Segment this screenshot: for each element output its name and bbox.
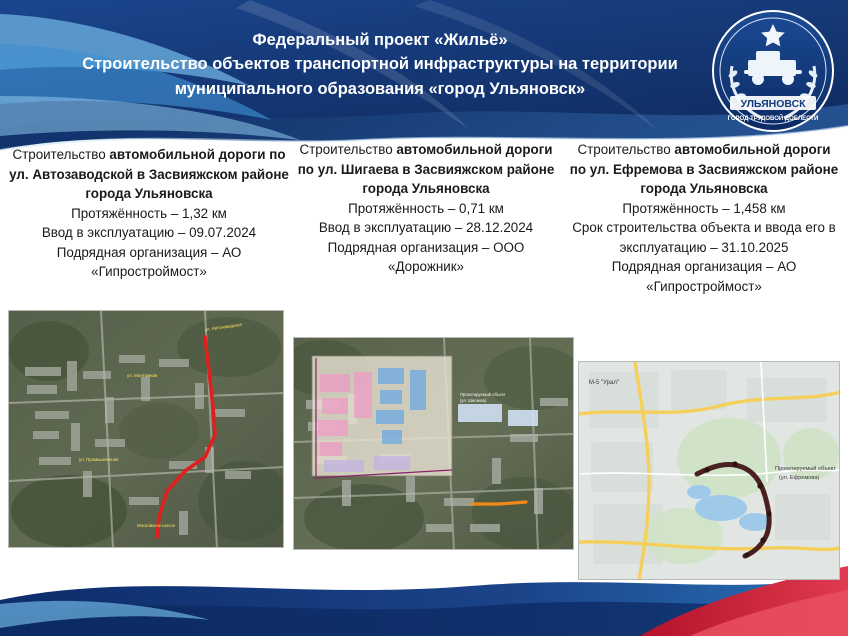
city-emblem — [710, 8, 836, 134]
column-1-heading — [295, 140, 557, 199]
satellite-map-avtozavodskaya — [8, 310, 284, 548]
column-2-heading-bold: автомобильной дороги по ул. Ефремова в Засвияжском районе города Ульяновска — [569, 142, 839, 196]
column-shigaeva — [295, 140, 557, 277]
map-label: ул. Монтажная — [127, 373, 158, 378]
map-label: Московское шоссе — [137, 523, 176, 528]
map-label: ул. Автозаводская — [204, 321, 243, 332]
column-2-line-2: Подрядная организация – АО «Гипростроймост» — [611, 259, 797, 294]
map-label-projected-1: Проектируемый объект — [775, 466, 836, 472]
column-2-line-1: Срок строительства объекта и ввода его в эксплуатацию – 31.10.2025 — [572, 220, 836, 255]
map-label-projected-2: (ул. Ефремова) — [779, 475, 820, 481]
title-line-2: Строительство объектов транспортной инфраструктуры на территории муниципального образования «город Ульяновск» — [82, 55, 678, 98]
column-0-heading — [8, 145, 290, 204]
column-efremova — [568, 140, 840, 296]
map-label: (ул. Шигаева) — [460, 398, 487, 403]
column-0-line-2: Подрядная организация – АО «Гипростроймост» — [56, 244, 242, 279]
column-1-heading-bold: автомобильной дороги по ул. Шигаева в Засвияжском районе города Ульяновска — [297, 142, 555, 196]
column-1-line-0: Протяжённость – 0,71 км — [348, 200, 504, 216]
page-title — [60, 28, 700, 102]
map-label: ул. Промышленная — [79, 457, 119, 462]
map-label-m5: М-5 "Урал" — [589, 380, 619, 386]
column-1-heading-prefix: Строительство — [299, 142, 397, 157]
column-0-heading-bold: автомобильной дороги по ул. Автозаводской в Засвияжском районе города Ульяновска — [9, 147, 289, 201]
column-avtozavodskaya — [8, 145, 290, 282]
title-line-1: Федеральный проект «Жильё» — [252, 31, 508, 49]
scheme-map-efremova — [578, 361, 840, 580]
emblem-subtitle: ГОРОД ТРУДОВОЙ ДОБЛЕСТИ — [727, 116, 819, 122]
map-label: Проектируемый объект — [460, 392, 506, 397]
column-0-heading-prefix: Строительство — [12, 147, 110, 162]
emblem-city-name: УЛЬЯНОВСК — [740, 98, 806, 110]
satellite-map-shigaeva — [293, 337, 574, 550]
column-0-line-0: Протяжённость – 1,32 км — [71, 205, 227, 221]
column-0-line-1: Ввод в эксплуатацию – 09.07.2024 — [41, 225, 257, 240]
column-1-line-1: Ввод в эксплуатацию – 28.12.2024 — [318, 220, 534, 235]
column-2-heading-prefix: Строительство — [577, 142, 675, 157]
column-1-line-2: Подрядная организация – ООО «Дорожник» — [327, 239, 525, 274]
column-2-line-0: Протяжённость – 1,458 км — [622, 200, 786, 216]
column-2-heading — [568, 140, 840, 199]
